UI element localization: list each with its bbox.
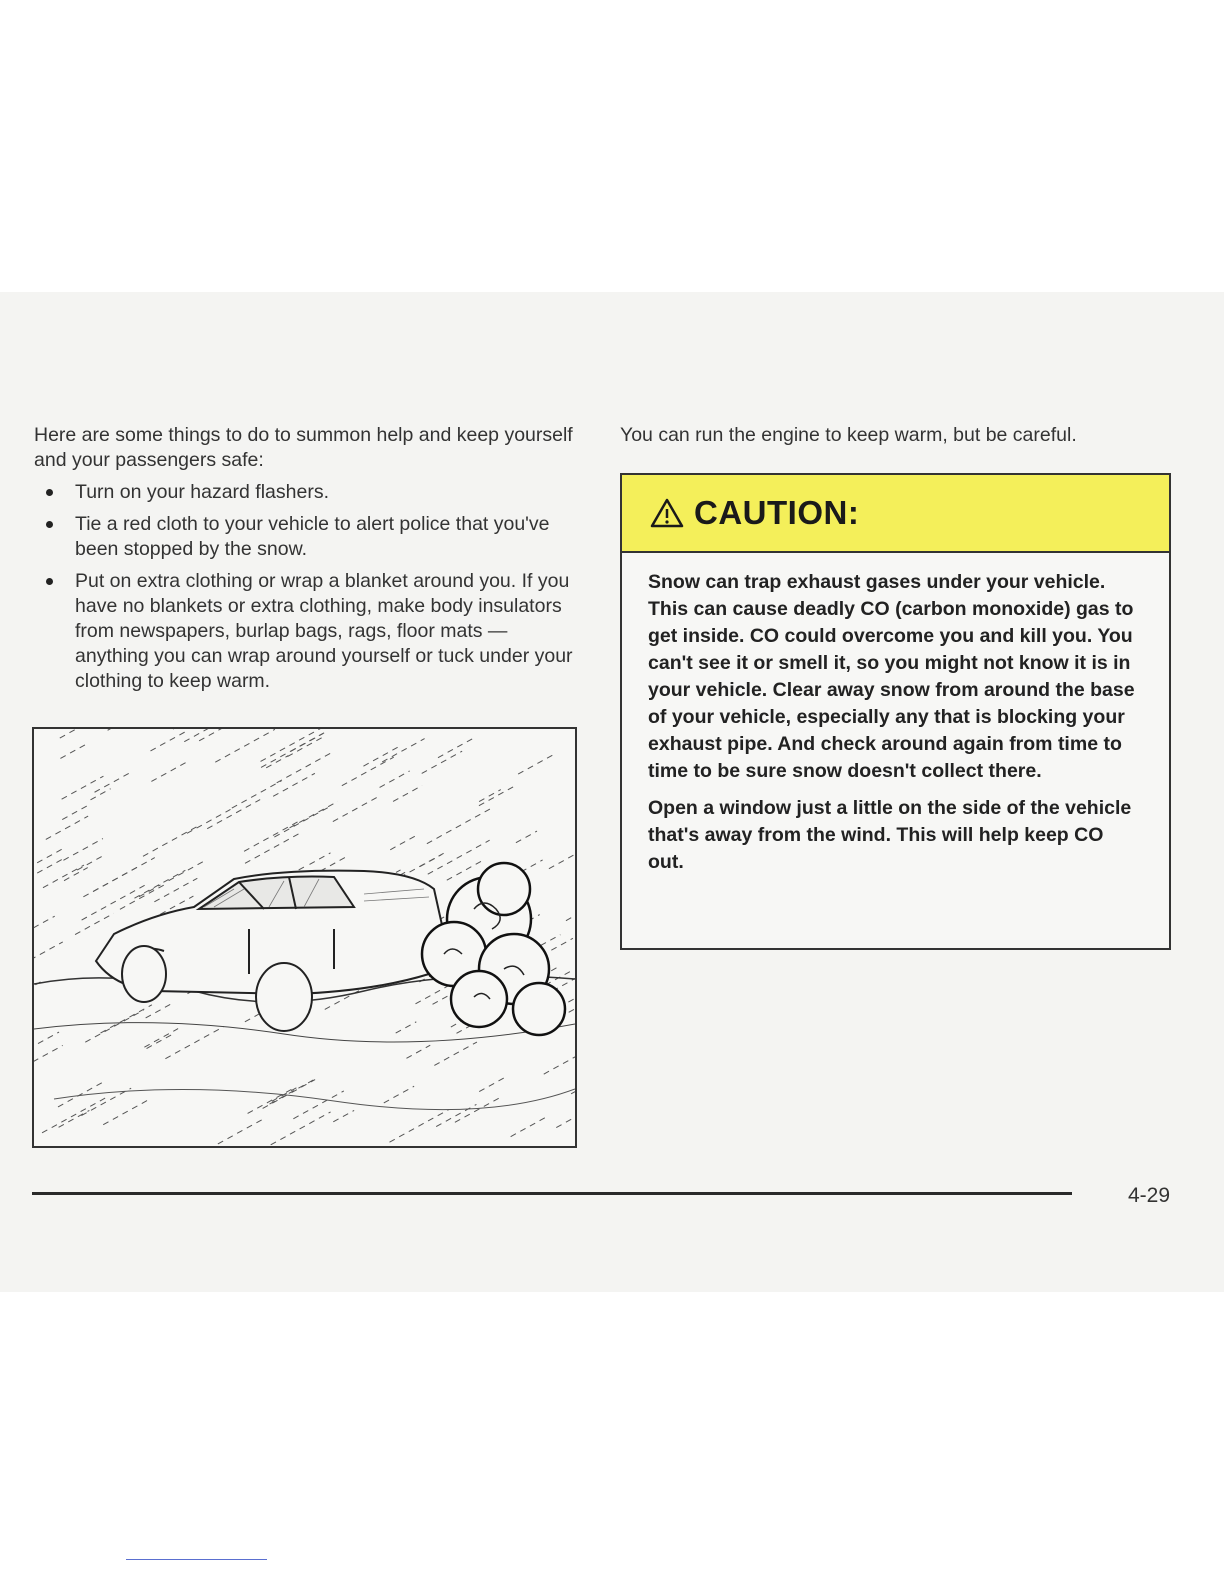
caution-paragraph: Snow can trap exhaust gases under your vehicle. This can cause deadly CO (carbon monoxide) gas to get inside. CO could overcome you and kill you. You can't see it or smell it, so you might not know it is in your vehicle. Clear away snow from around the base of your vehicle, especially any that is blocking your exhaust pipe. And check around again from time to time to be sure snow doesn't collect there.: [648, 571, 1135, 782]
car-icon: [96, 871, 444, 1031]
snowbound-car-illustration: [32, 727, 577, 1148]
exhaust-cloud-icon: [422, 863, 565, 1035]
page-number: 4-29: [1128, 1184, 1171, 1207]
right-column: [620, 423, 1172, 448]
car-exhaust-snow-image: [34, 729, 575, 1146]
intro-paragraph: Here are some things to do to summon help and keep yourself and your passengers safe:: [34, 424, 573, 471]
list-item-text: Put on extra clothing or wrap a blanket around you. If you have no blankets or extra clothing, make body insulators from newspapers, burlap bags, rags, floor mats — anything you can wrap around yourself or tuck under your clothing to keep warm.: [75, 570, 573, 692]
caution-box: [620, 473, 1171, 950]
left-column: [34, 423, 579, 701]
caution-title: CAUTION:: [694, 494, 860, 531]
engine-warning-text: You can run the engine to keep warm, but be careful.: [620, 424, 1077, 446]
bottom-link-underline: [126, 1559, 267, 1560]
list-item: [34, 512, 579, 562]
safety-bullet-list: [34, 480, 579, 694]
list-item: [34, 569, 579, 694]
bullet-icon: [46, 489, 53, 496]
list-item: [34, 480, 579, 505]
bullet-icon: [46, 578, 53, 585]
warning-triangle-icon: [650, 498, 684, 528]
list-item-text: Tie a red cloth to your vehicle to alert police that you've been stopped by the snow.: [75, 513, 550, 560]
caution-paragraph: Open a window just a little on the side of the vehicle that's away from the wind. This will help keep CO out.: [648, 797, 1132, 873]
footer-divider: [32, 1192, 1072, 1195]
caution-header: [622, 475, 1169, 553]
bullet-icon: [46, 521, 53, 528]
list-item-text: Turn on your hazard flashers.: [75, 481, 329, 503]
caution-body: [622, 553, 1169, 876]
